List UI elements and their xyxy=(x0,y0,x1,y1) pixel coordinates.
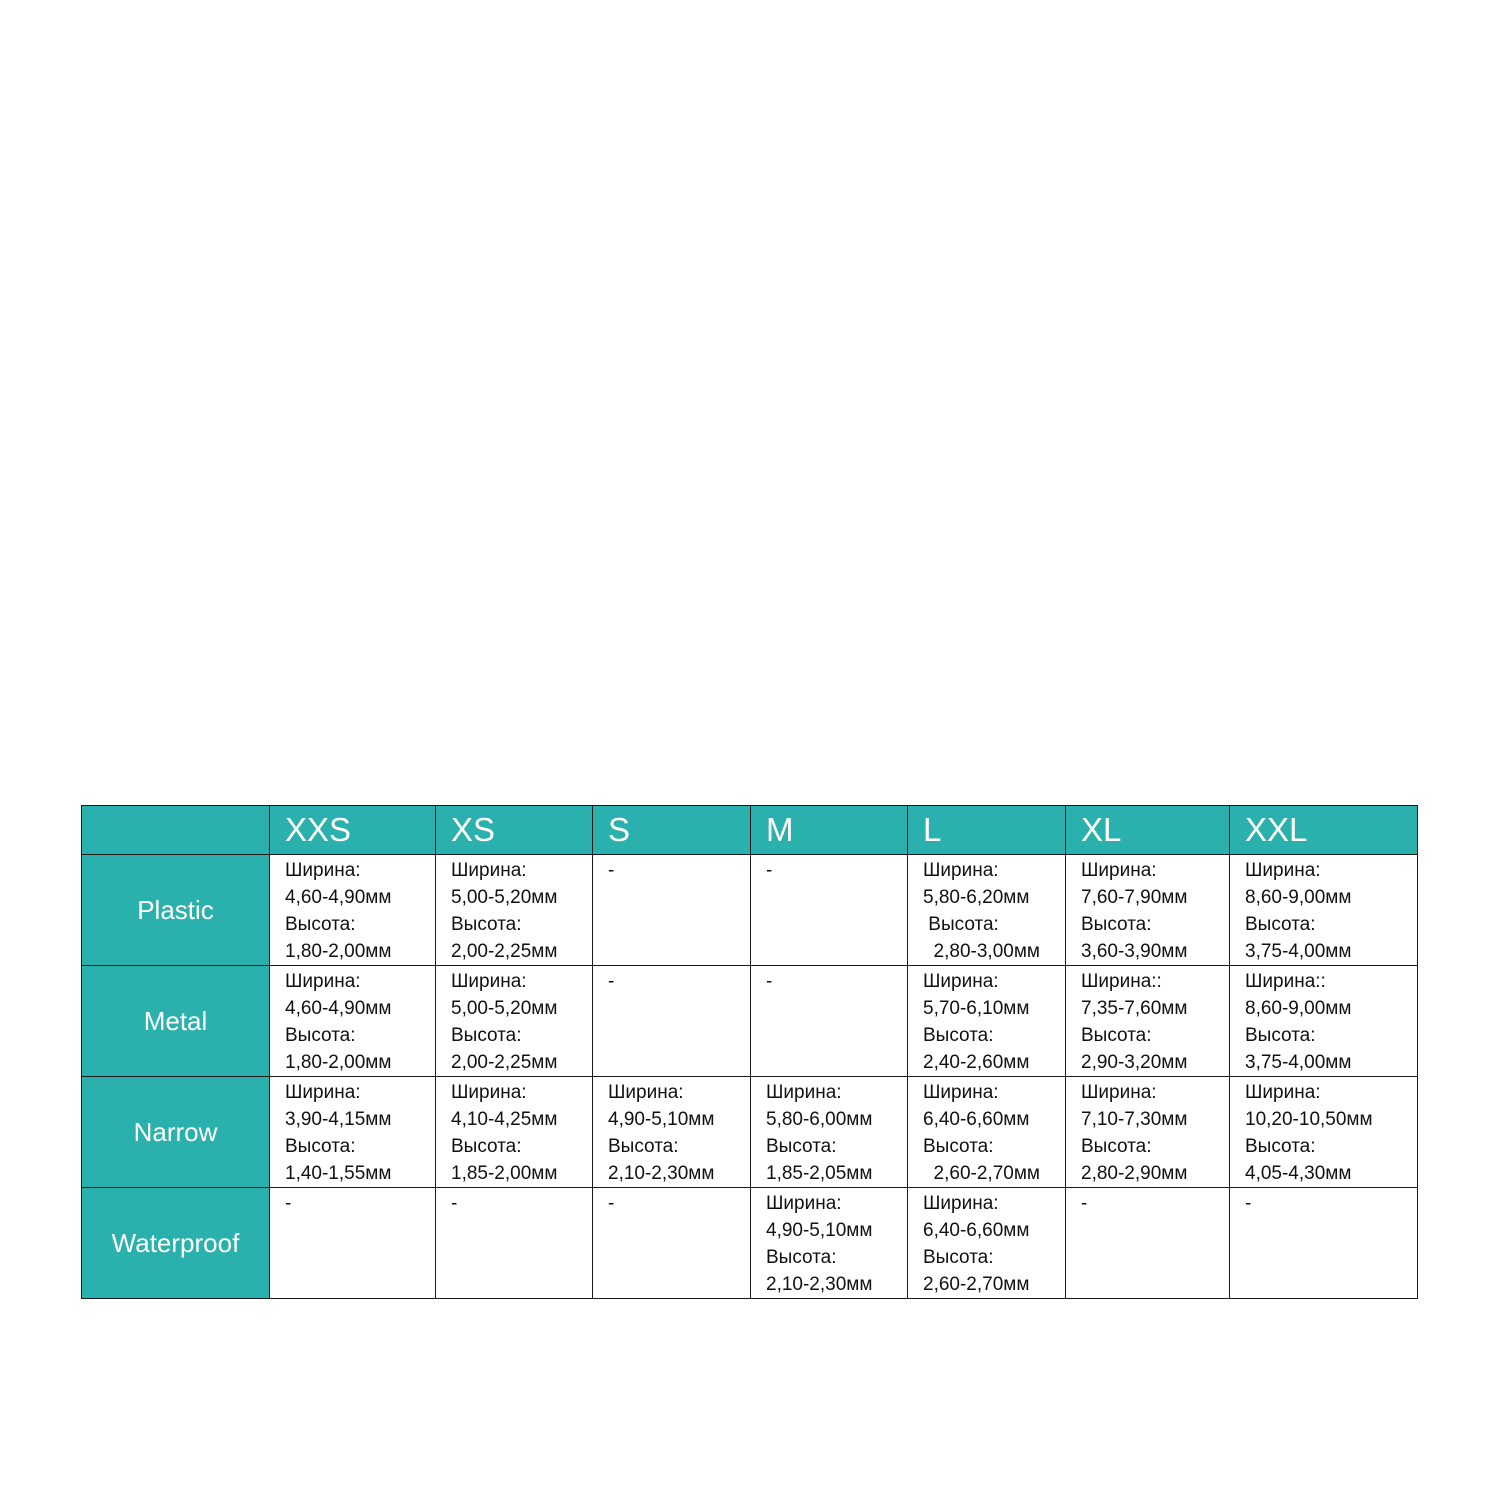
cell-line: 2,10-2,30мм xyxy=(608,1163,715,1184)
cell-line: 2,00-2,25мм xyxy=(451,941,558,962)
size-header-row xyxy=(82,806,1418,855)
size-cell-narrow-xl xyxy=(1066,1077,1230,1188)
size-cell-metal-xl xyxy=(1066,966,1230,1077)
cell-line: Высота: xyxy=(1245,1025,1316,1046)
cell-line: Высота: xyxy=(766,1247,837,1268)
size-cell-plastic-s xyxy=(593,855,751,966)
cell-line: Высота: xyxy=(608,1136,679,1157)
cell-line: 8,60-9,00мм xyxy=(1245,998,1352,1019)
size-cell-waterproof-m xyxy=(751,1188,908,1299)
corner-cell xyxy=(82,806,270,855)
cell-line: 2,60-2,70мм xyxy=(923,1163,1040,1184)
cell-line: 4,60-4,90мм xyxy=(285,998,392,1019)
size-cell-narrow-l xyxy=(908,1077,1066,1188)
cell-line: - xyxy=(1081,1193,1088,1214)
cell-line: 4,05-4,30мм xyxy=(1245,1163,1352,1184)
cell-line: 2,40-2,60мм xyxy=(923,1052,1030,1073)
size-header-s: S xyxy=(593,806,751,855)
cell-line: Ширина: xyxy=(766,1082,842,1103)
cell-line: Ширина: xyxy=(923,860,999,881)
cell-line: 4,10-4,25мм xyxy=(451,1109,558,1130)
cell-line: 1,80-2,00мм xyxy=(285,941,392,962)
size-cell-narrow-m xyxy=(751,1077,908,1188)
cell-line: Ширина:: xyxy=(1081,971,1162,992)
cell-line: - xyxy=(608,971,615,992)
size-table-body xyxy=(82,855,1418,1299)
cell-line: Высота: xyxy=(285,914,356,935)
cell-line: Высота: xyxy=(285,1136,356,1157)
size-cell-narrow-xxl xyxy=(1230,1077,1418,1188)
cell-line: Высота: xyxy=(451,1136,522,1157)
cell-line: 5,00-5,20мм xyxy=(451,887,558,908)
cell-line: 5,70-6,10мм xyxy=(923,998,1030,1019)
size-cell-plastic-xl xyxy=(1066,855,1230,966)
cell-line: - xyxy=(608,1193,615,1214)
cell-line: 8,60-9,00мм xyxy=(1245,887,1352,908)
size-chart-table xyxy=(81,805,1418,1299)
size-header-m: M xyxy=(751,806,908,855)
size-cell-narrow-xs xyxy=(436,1077,593,1188)
cell-line: Высота: xyxy=(1245,1136,1316,1157)
table-row-waterproof xyxy=(82,1188,1418,1299)
size-cell-waterproof-xxl xyxy=(1230,1188,1418,1299)
cell-line: 6,40-6,60мм xyxy=(923,1109,1030,1130)
cell-line: Ширина: xyxy=(1081,860,1157,881)
cell-line: Ширина: xyxy=(451,860,527,881)
cell-line: Ширина: xyxy=(1245,860,1321,881)
size-header-xxs: XXS xyxy=(270,806,436,855)
size-cell-narrow-s xyxy=(593,1077,751,1188)
cell-line: 4,60-4,90мм xyxy=(285,887,392,908)
size-cell-plastic-xxs xyxy=(270,855,436,966)
table-row-narrow xyxy=(82,1077,1418,1188)
row-label-plastic: Plastic xyxy=(82,855,270,966)
cell-line: - xyxy=(608,860,615,881)
cell-line: 5,00-5,20мм xyxy=(451,998,558,1019)
cell-line: 3,75-4,00мм xyxy=(1245,1052,1352,1073)
cell-line: 5,80-6,00мм xyxy=(766,1109,873,1130)
row-label-waterproof: Waterproof xyxy=(82,1188,270,1299)
cell-line: Высота: xyxy=(1081,1025,1152,1046)
size-cell-plastic-l xyxy=(908,855,1066,966)
cell-line: Высота: xyxy=(923,1247,994,1268)
cell-line: Ширина: xyxy=(923,1193,999,1214)
cell-line: 7,60-7,90мм xyxy=(1081,887,1188,908)
cell-line: 2,80-2,90мм xyxy=(1081,1163,1188,1184)
cell-line: Ширина: xyxy=(1245,1082,1321,1103)
size-cell-waterproof-l xyxy=(908,1188,1066,1299)
cell-line: Ширина: xyxy=(923,1082,999,1103)
size-cell-plastic-m xyxy=(751,855,908,966)
size-header-xxl: XXL xyxy=(1230,806,1418,855)
cell-line: Ширина: xyxy=(608,1082,684,1103)
size-cell-metal-xxs xyxy=(270,966,436,1077)
cell-line: Ширина: xyxy=(285,1082,361,1103)
cell-line: Высота: xyxy=(766,1136,837,1157)
cell-line: 4,90-5,10мм xyxy=(766,1220,873,1241)
size-cell-metal-l xyxy=(908,966,1066,1077)
size-header-l: L xyxy=(908,806,1066,855)
size-cell-metal-m xyxy=(751,966,908,1077)
cell-line: Ширина:: xyxy=(1245,971,1326,992)
cell-line: - xyxy=(1245,1193,1252,1214)
cell-line: Высота: xyxy=(451,914,522,935)
size-cell-metal-xs xyxy=(436,966,593,1077)
cell-line: Высота: xyxy=(1081,914,1152,935)
size-cell-waterproof-xs xyxy=(436,1188,593,1299)
cell-line: - xyxy=(451,1193,458,1214)
cell-line: 4,90-5,10мм xyxy=(608,1109,715,1130)
size-cell-plastic-xs xyxy=(436,855,593,966)
size-cell-waterproof-xl xyxy=(1066,1188,1230,1299)
cell-line: Высота: xyxy=(285,1025,356,1046)
cell-line: - xyxy=(285,1193,292,1214)
size-cell-waterproof-s xyxy=(593,1188,751,1299)
cell-line: Ширина: xyxy=(1081,1082,1157,1103)
cell-line: Ширина: xyxy=(285,860,361,881)
cell-line: 3,75-4,00мм xyxy=(1245,941,1352,962)
cell-line: Ширина: xyxy=(451,971,527,992)
cell-line: 10,20-10,50мм xyxy=(1245,1109,1373,1130)
cell-line: 2,10-2,30мм xyxy=(766,1274,873,1295)
size-cell-metal-xxl xyxy=(1230,966,1418,1077)
size-cell-waterproof-xxs xyxy=(270,1188,436,1299)
cell-line: 6,40-6,60мм xyxy=(923,1220,1030,1241)
row-label-metal: Metal xyxy=(82,966,270,1077)
cell-line: 3,60-3,90мм xyxy=(1081,941,1188,962)
size-cell-plastic-xxl xyxy=(1230,855,1418,966)
cell-line: 1,85-2,00мм xyxy=(451,1163,558,1184)
cell-line: Высота: xyxy=(923,1136,994,1157)
cell-line: Высота: xyxy=(451,1025,522,1046)
cell-line: Ширина: xyxy=(451,1082,527,1103)
cell-line: 7,35-7,60мм xyxy=(1081,998,1188,1019)
cell-line: Ширина: xyxy=(285,971,361,992)
row-label-narrow: Narrow xyxy=(82,1077,270,1188)
cell-line: - xyxy=(766,971,773,992)
cell-line: 2,00-2,25мм xyxy=(451,1052,558,1073)
size-header-xs: XS xyxy=(436,806,593,855)
cell-line: 3,90-4,15мм xyxy=(285,1109,392,1130)
size-header-xl: XL xyxy=(1066,806,1230,855)
table-row-metal xyxy=(82,966,1418,1077)
cell-line: 5,80-6,20мм xyxy=(923,887,1030,908)
cell-line: Высота: xyxy=(923,1025,994,1046)
cell-line: 1,40-1,55мм xyxy=(285,1163,392,1184)
cell-line: 2,90-3,20мм xyxy=(1081,1052,1188,1073)
cell-line: Высота: xyxy=(923,914,999,935)
cell-line: - xyxy=(766,860,773,881)
cell-line: 7,10-7,30мм xyxy=(1081,1109,1188,1130)
cell-line: 2,80-3,00мм xyxy=(923,941,1040,962)
table-row-plastic xyxy=(82,855,1418,966)
cell-line: Высота: xyxy=(1245,914,1316,935)
cell-line: 1,80-2,00мм xyxy=(285,1052,392,1073)
cell-line: 2,60-2,70мм xyxy=(923,1274,1030,1295)
size-cell-narrow-xxs xyxy=(270,1077,436,1188)
cell-line: Высота: xyxy=(1081,1136,1152,1157)
cell-line: Ширина: xyxy=(766,1193,842,1214)
size-cell-metal-s xyxy=(593,966,751,1077)
cell-line: 1,85-2,05мм xyxy=(766,1163,873,1184)
cell-line: Ширина: xyxy=(923,971,999,992)
